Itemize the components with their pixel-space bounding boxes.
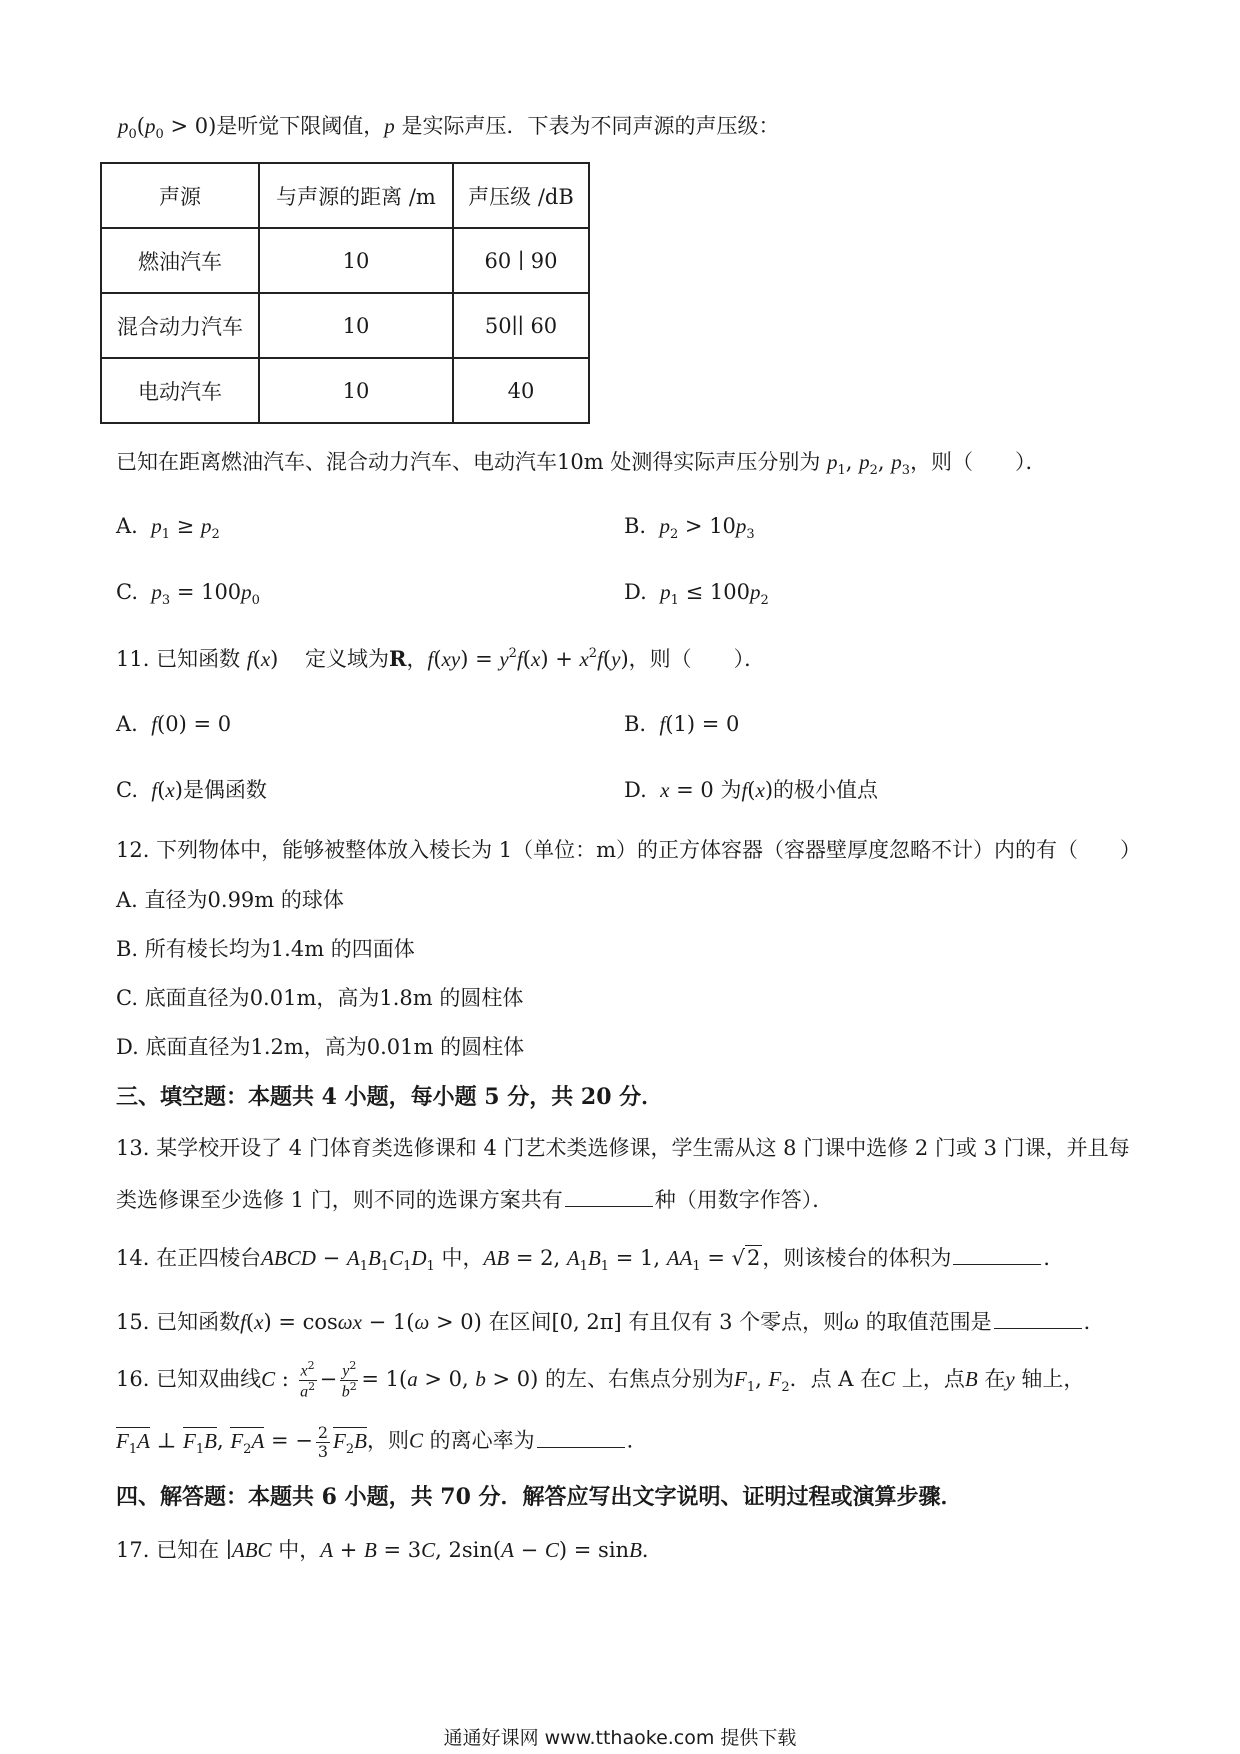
answer-blank — [565, 1186, 653, 1207]
table-cell: 电动汽车 — [101, 358, 259, 423]
q16-line1: 16. 已知双曲线C : $\frac{x^2}{a^2}$ − $\frac{y^2}{b^2}$ = 1(a > 0, b > 0) 的左、右焦点分别为$F_1$, $F_2$．点 A 在C 上，点B 在y 轴上， — [116, 1359, 1085, 1401]
q11-option-d: D. x = 0 为f(x)的极小值点 — [624, 778, 879, 802]
table-cell: 50∣∣ 60 — [453, 293, 589, 358]
table-cell: 燃油汽车 — [101, 228, 259, 293]
answer-blank — [994, 1308, 1082, 1329]
q16-line2: $F_1A$ ⊥ $F_1B$, $F_2A$ = − $\frac{2}{3}$ $F_2B$，则C 的离心率为 ． — [116, 1423, 648, 1461]
answer-blank — [537, 1427, 625, 1448]
q12-option-c: C. 底面直径为0.01m，高为1.8m 的圆柱体 — [116, 986, 524, 1010]
q12-option-a: A. 直径为0.99m 的球体 — [116, 888, 344, 912]
q14: 14. 在正四棱台ABCD − $A_1B_1C_1D_1$ 中，AB = 2, $A_1B_1 = 1$, $AA_1 = √2$，则该棱台的体积为 ． — [116, 1246, 1065, 1274]
q13-line2: 类选修课至少选修 1 门，则不同的选课方案共有 种（用数字作答）． — [116, 1188, 834, 1212]
q10-stem: 已知在距离燃油汽车、混合动力汽车、电动汽车10m 处测得实际声压分别为 $p_1$, $p_2$, $p_3$，则（ ）． — [116, 450, 1047, 478]
table-header-cell: 与声源的距离 /m — [259, 163, 453, 228]
q12-option-d: D. 底面直径为1.2m，高为0.01m 的圆柱体 — [116, 1035, 525, 1059]
q10-option-a: A. $p_1 \ge p_2$ — [116, 514, 220, 542]
footer-credit: 通通好课网 www.tthaoke.com 提供下载 — [443, 1727, 797, 1749]
table-cell: 混合动力汽车 — [101, 293, 259, 358]
table-cell: 10 — [259, 293, 453, 358]
answer-blank — [953, 1244, 1041, 1265]
table-row — [101, 228, 589, 293]
sound-source-table — [100, 162, 590, 424]
table-cell: 60 ∣ 90 — [453, 228, 589, 293]
q10-option-d: D. $p_1 \le 100p_2$ — [624, 580, 769, 608]
intro-tail2: 是实际声压．下表为不同声源的声压级： — [394, 114, 780, 138]
table-header-row — [101, 163, 589, 228]
intro-line: $p_0(p_0 > 0)$是听觉下限阈值，p 是实际声压．下表为不同声源的声压级： — [118, 114, 780, 142]
q12-stem: 12. 下列物体中，能够被整体放入棱长为 1（单位：m）的正方体容器（容器壁厚度忽略不计）内的有（ ） — [116, 838, 1142, 862]
intro-tail: 是听觉下限阈值， — [216, 114, 385, 138]
table-cell: 10 — [259, 228, 453, 293]
q17: 17. 已知在 ∣ABC 中，A + B = 3C, 2sin(A − C) = sinB． — [116, 1538, 663, 1562]
q11-option-a: A. f(0) = 0 — [116, 712, 232, 736]
q12-option-b: B. 所有棱长均为1.4m 的四面体 — [116, 937, 415, 961]
q10-option-c: C. $p_3 = 100p_0$ — [116, 580, 260, 608]
table-cell: 10 — [259, 358, 453, 423]
table-cell: 40 — [453, 358, 589, 423]
section-3-heading: 三、填空题：本题共 4 小题，每小题 5 分，共 20 分． — [116, 1084, 664, 1110]
q11-option-c: C. f(x)是偶函数 — [116, 778, 267, 802]
section-4-heading: 四、解答题：本题共 6 小题，共 70 分．解答应写出文字说明、证明过程或演算步骤． — [116, 1484, 963, 1510]
q11-option-b: B. f(1) = 0 — [624, 712, 740, 736]
table-header-cell: 声源 — [101, 163, 259, 228]
table-row — [101, 293, 589, 358]
table-header-cell: 声压级 /dB — [453, 163, 589, 228]
q15: 15. 已知函数f(x) = cosωx − 1(ω > 0) 在区间[0, 2π] 有且仅有 3 个零点，则ω 的取值范围是 ． — [116, 1310, 1105, 1334]
q11-stem: 11. 已知函数 f(x) 定义域为R，$f(xy) = y^2f(x) + x^2f(y)$，则（ ）． — [116, 646, 766, 671]
q10-option-b: B. $p_2 > 10p_3$ — [624, 514, 755, 542]
table-row — [101, 358, 589, 423]
q13-line1: 13. 某学校开设了 4 门体育类选修课和 4 门艺术类选修课，学生需从这 8 门课中选修 2 门或 3 门课，并且每 — [116, 1136, 1130, 1160]
